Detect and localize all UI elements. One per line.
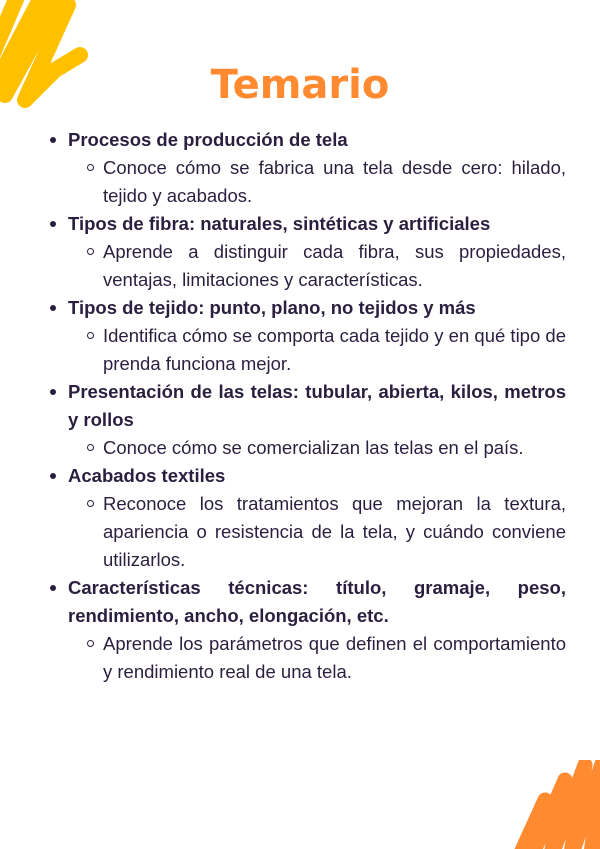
orange-scribble-decoration	[490, 760, 600, 849]
topic-item	[68, 210, 566, 294]
topic-detail: Conoce cómo se comercializan las telas en el país.	[103, 434, 566, 462]
page-title: Temario	[210, 62, 390, 108]
topic-item	[68, 574, 566, 686]
topic-label: Características técnicas: título, gramaje, peso, rendimiento, ancho, elongación, etc.	[68, 577, 566, 626]
topic-detail: Reconoce los tratamientos que mejoran la textura, apariencia o resistencia de la tela, y cuándo conviene utilizarlos.	[103, 490, 566, 574]
topic-item	[68, 294, 566, 378]
topic-item	[68, 126, 566, 210]
topic-label: Tipos de fibra: naturales, sintéticas y artificiales	[68, 213, 491, 234]
topic-list	[68, 126, 566, 686]
topic-item	[68, 378, 566, 462]
topic-detail: Aprende los parámetros que definen el comportamiento y rendimiento real de una tela.	[103, 630, 566, 686]
topic-item	[68, 462, 566, 574]
topic-label: Presentación de las telas: tubular, abierta, kilos, metros y rollos	[68, 381, 566, 430]
topic-label: Acabados textiles	[68, 465, 226, 486]
topic-label: Tipos de tejido: punto, plano, no tejidos y más	[68, 297, 476, 318]
topic-label: Procesos de producción de tela	[68, 129, 348, 150]
topic-detail: Identifica cómo se comporta cada tejido y en qué tipo de prenda funciona mejor.	[103, 322, 566, 378]
topic-detail: Conoce cómo se fabrica una tela desde cero: hilado, tejido y acabados.	[103, 154, 566, 210]
topic-detail: Aprende a distinguir cada fibra, sus propiedades, ventajas, limitaciones y características.	[103, 238, 566, 294]
